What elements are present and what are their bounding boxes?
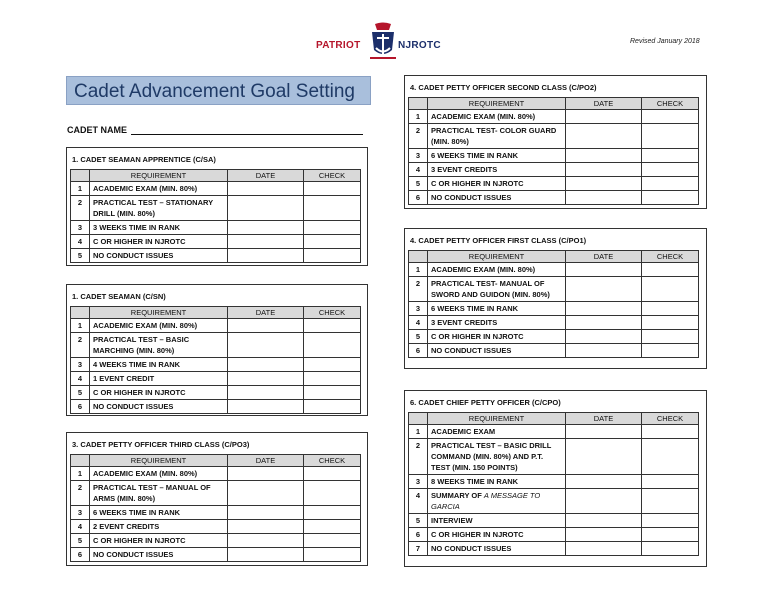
requirement-cell: C OR HIGHER IN NJROTC — [428, 330, 566, 344]
requirement-cell: 3 EVENT CREDITS — [428, 163, 566, 177]
row-number: 1 — [409, 425, 428, 439]
row-number: 3 — [71, 221, 90, 235]
row-number: 1 — [409, 263, 428, 277]
requirement-cell: INTERVIEW — [428, 514, 566, 528]
table-row — [409, 110, 699, 124]
requirement-cell: 3 WEEKS TIME IN RANK — [90, 221, 228, 235]
table-row — [409, 149, 699, 163]
table-row — [409, 542, 699, 556]
table-header-row — [409, 98, 699, 110]
table-row — [71, 235, 361, 249]
requirement-cell: NO CONDUCT ISSUES — [428, 542, 566, 556]
date-cell[interactable] — [566, 316, 642, 330]
date-cell[interactable] — [566, 344, 642, 358]
row-number: 2 — [71, 333, 90, 358]
requirement-cell: PRACTICAL TEST – MANUAL OF ARMS (MIN. 80%) — [90, 481, 228, 506]
check-cell[interactable] — [304, 319, 361, 333]
requirement-cell: C OR HIGHER IN NJROTC — [428, 528, 566, 542]
date-cell[interactable] — [566, 475, 642, 489]
header-date: DATE — [566, 413, 642, 425]
requirement-cell: ACADEMIC EXAM (MIN. 80%) — [90, 467, 228, 481]
row-number: 2 — [409, 439, 428, 475]
date-cell[interactable] — [228, 319, 304, 333]
check-cell[interactable] — [304, 506, 361, 520]
table-row — [71, 319, 361, 333]
table-row — [71, 333, 361, 358]
date-cell[interactable] — [566, 263, 642, 277]
date-cell[interactable] — [228, 235, 304, 249]
requirements-table — [70, 306, 361, 414]
row-number: 5 — [409, 177, 428, 191]
check-cell[interactable] — [304, 467, 361, 481]
table-row — [409, 124, 699, 149]
header-date: DATE — [228, 307, 304, 319]
check-cell[interactable] — [304, 481, 361, 506]
header-blank — [409, 98, 428, 110]
row-number: 4 — [71, 372, 90, 386]
date-cell[interactable] — [566, 439, 642, 475]
table-header-row — [409, 251, 699, 263]
date-cell[interactable] — [566, 489, 642, 514]
row-number: 3 — [409, 302, 428, 316]
row-number: 1 — [71, 319, 90, 333]
requirement-cell: C OR HIGHER IN NJROTC — [90, 534, 228, 548]
anchor-icon — [368, 22, 398, 66]
check-cell[interactable] — [642, 110, 699, 124]
table-row — [409, 514, 699, 528]
table-row — [71, 221, 361, 235]
header-requirement: REQUIREMENT — [428, 413, 566, 425]
header-date: DATE — [566, 98, 642, 110]
requirement-cell: 3 EVENT CREDITS — [428, 316, 566, 330]
check-cell[interactable] — [642, 163, 699, 177]
date-cell[interactable] — [228, 506, 304, 520]
date-cell[interactable] — [566, 163, 642, 177]
section-title: 3. CADET PETTY OFFICER THIRD CLASS (C/PO3) — [72, 440, 250, 449]
requirement-cell: PRACTICAL TEST – STATIONARY DRILL (MIN. 80%) — [90, 196, 228, 221]
date-cell[interactable] — [228, 196, 304, 221]
check-cell[interactable] — [642, 514, 699, 528]
section-title: 4. CADET PETTY OFFICER SECOND CLASS (C/PO2) — [410, 83, 597, 92]
row-number: 4 — [409, 163, 428, 177]
header-requirement: REQUIREMENT — [428, 251, 566, 263]
requirements-table — [408, 412, 699, 556]
table-row — [71, 196, 361, 221]
check-cell[interactable] — [642, 528, 699, 542]
requirement-cell: 2 EVENT CREDITS — [90, 520, 228, 534]
header-requirement: REQUIREMENT — [90, 307, 228, 319]
row-number: 6 — [71, 400, 90, 414]
table-row — [409, 277, 699, 302]
section-petty-officer-second-class — [404, 75, 707, 209]
page-title-box — [66, 76, 371, 105]
requirement-cell: C OR HIGHER IN NJROTC — [428, 177, 566, 191]
requirement-cell: 6 WEEKS TIME IN RANK — [428, 149, 566, 163]
table-header-row — [409, 413, 699, 425]
table-row — [71, 467, 361, 481]
requirements-table — [408, 250, 699, 358]
date-cell[interactable] — [566, 514, 642, 528]
date-cell[interactable] — [566, 330, 642, 344]
row-number: 4 — [71, 235, 90, 249]
requirement-cell: 1 EVENT CREDIT — [90, 372, 228, 386]
requirements-table — [70, 169, 361, 263]
row-number: 2 — [409, 124, 428, 149]
header-check: CHECK — [304, 170, 361, 182]
header-requirement: REQUIREMENT — [90, 455, 228, 467]
date-cell[interactable] — [566, 277, 642, 302]
patriot-njrotc-logo — [316, 22, 456, 68]
section-chief-petty-officer — [404, 390, 707, 567]
row-number: 3 — [71, 506, 90, 520]
date-cell[interactable] — [228, 534, 304, 548]
check-cell[interactable] — [642, 302, 699, 316]
check-cell[interactable] — [304, 196, 361, 221]
requirement-cell: PRACTICAL TEST- COLOR GUARD (MIN. 80%) — [428, 124, 566, 149]
requirement-prefix: SUMMARY OF — [431, 491, 484, 500]
section-title: 1. CADET SEAMAN (C/SN) — [72, 292, 166, 301]
page-title: Cadet Advancement Goal Setting — [74, 81, 355, 102]
table-row — [71, 520, 361, 534]
date-cell[interactable] — [566, 177, 642, 191]
requirement-cell: NO CONDUCT ISSUES — [90, 548, 228, 562]
table-row — [71, 358, 361, 372]
requirement-cell: C OR HIGHER IN NJROTC — [90, 235, 228, 249]
header-blank — [71, 307, 90, 319]
section-title: 4. CADET PETTY OFFICER FIRST CLASS (C/PO1) — [410, 236, 587, 245]
requirement-cell: ACADEMIC EXAM (MIN. 80%) — [428, 263, 566, 277]
section-title: 1. CADET SEAMAN APPRENTICE (C/SA) — [72, 155, 216, 164]
table-row — [409, 439, 699, 475]
row-number: 1 — [409, 110, 428, 124]
date-cell[interactable] — [566, 149, 642, 163]
row-number: 4 — [409, 316, 428, 330]
row-number: 5 — [409, 330, 428, 344]
check-cell[interactable] — [642, 344, 699, 358]
table-row — [409, 475, 699, 489]
requirement-cell: 6 WEEKS TIME IN RANK — [90, 506, 228, 520]
row-number: 1 — [71, 182, 90, 196]
logo-text-njrotc: NJROTC — [398, 40, 441, 51]
requirement-cell: NO CONDUCT ISSUES — [90, 400, 228, 414]
header-date: DATE — [566, 251, 642, 263]
revised-date: Revised January 2018 — [630, 38, 700, 45]
requirement-cell: PRACTICAL TEST – BASIC MARCHING (MIN. 80%) — [90, 333, 228, 358]
date-cell[interactable] — [228, 182, 304, 196]
date-cell[interactable] — [228, 386, 304, 400]
requirement-cell: ACADEMIC EXAM (MIN. 80%) — [428, 110, 566, 124]
table-row — [409, 528, 699, 542]
check-cell[interactable] — [642, 542, 699, 556]
check-cell[interactable] — [642, 124, 699, 149]
date-cell[interactable] — [566, 425, 642, 439]
table-row — [71, 548, 361, 562]
check-cell[interactable] — [642, 489, 699, 514]
check-cell[interactable] — [642, 277, 699, 302]
header-check: CHECK — [642, 413, 699, 425]
header-check: CHECK — [304, 455, 361, 467]
requirement-cell: 8 WEEKS TIME IN RANK — [428, 475, 566, 489]
section-title: 6. CADET CHIEF PETTY OFFICER (C/CPO) — [410, 398, 561, 407]
table-row — [409, 425, 699, 439]
row-number: 4 — [71, 520, 90, 534]
check-cell[interactable] — [642, 439, 699, 475]
table-row — [409, 163, 699, 177]
check-cell[interactable] — [304, 333, 361, 358]
requirement-cell — [428, 489, 566, 514]
requirement-cell: 6 WEEKS TIME IN RANK — [428, 302, 566, 316]
row-number: 2 — [71, 481, 90, 506]
table-row — [71, 506, 361, 520]
row-number: 6 — [409, 528, 428, 542]
requirement-cell: ACADEMIC EXAM (MIN. 80%) — [90, 182, 228, 196]
table-row — [409, 330, 699, 344]
date-cell[interactable] — [228, 358, 304, 372]
check-cell[interactable] — [642, 316, 699, 330]
header-blank — [409, 251, 428, 263]
date-cell[interactable] — [566, 191, 642, 205]
requirement-cell: ACADEMIC EXAM (MIN. 80%) — [90, 319, 228, 333]
table-row — [71, 386, 361, 400]
requirement-cell: NO CONDUCT ISSUES — [428, 191, 566, 205]
table-row — [409, 191, 699, 205]
check-cell[interactable] — [642, 475, 699, 489]
requirement-cell: PRACTICAL TEST- MANUAL OF SWORD AND GUIDON (MIN. 80%) — [428, 277, 566, 302]
header-blank — [71, 170, 90, 182]
requirement-cell: 4 WEEKS TIME IN RANK — [90, 358, 228, 372]
header-check: CHECK — [642, 251, 699, 263]
table-row — [409, 316, 699, 330]
requirements-table — [408, 97, 699, 205]
row-number: 6 — [71, 548, 90, 562]
table-row — [71, 182, 361, 196]
date-cell[interactable] — [566, 124, 642, 149]
header-date: DATE — [228, 170, 304, 182]
date-cell[interactable] — [228, 221, 304, 235]
check-cell[interactable] — [304, 534, 361, 548]
row-number: 2 — [409, 277, 428, 302]
table-row — [71, 534, 361, 548]
row-number: 3 — [409, 149, 428, 163]
cadet-name-label: CADET NAME — [67, 125, 127, 135]
date-cell[interactable] — [228, 400, 304, 414]
requirement-cell: ACADEMIC EXAM — [428, 425, 566, 439]
row-number: 2 — [71, 196, 90, 221]
requirement-italic-title: A MESSAGE TO GARCIA — [431, 491, 541, 511]
table-header-row — [71, 307, 361, 319]
table-row — [409, 177, 699, 191]
header-date: DATE — [228, 455, 304, 467]
table-row — [409, 302, 699, 316]
table-row — [409, 344, 699, 358]
row-number: 4 — [409, 489, 428, 514]
check-cell[interactable] — [304, 372, 361, 386]
header-requirement: REQUIREMENT — [90, 170, 228, 182]
date-cell[interactable] — [228, 467, 304, 481]
check-cell[interactable] — [304, 235, 361, 249]
check-cell[interactable] — [304, 358, 361, 372]
check-cell[interactable] — [642, 149, 699, 163]
requirement-cell: NO CONDUCT ISSUES — [90, 249, 228, 263]
table-row — [71, 481, 361, 506]
table-row — [71, 400, 361, 414]
row-number: 5 — [409, 514, 428, 528]
table-row — [71, 372, 361, 386]
table-header-row — [71, 455, 361, 467]
check-cell[interactable] — [304, 386, 361, 400]
date-cell[interactable] — [566, 528, 642, 542]
date-cell[interactable] — [228, 520, 304, 534]
requirements-table — [70, 454, 361, 562]
check-cell[interactable] — [642, 177, 699, 191]
logo-text-patriot: PATRIOT — [316, 40, 361, 51]
row-number: 6 — [409, 191, 428, 205]
check-cell[interactable] — [304, 182, 361, 196]
requirement-cell: NO CONDUCT ISSUES — [428, 344, 566, 358]
check-cell[interactable] — [304, 548, 361, 562]
section-petty-officer-third-class — [66, 432, 368, 566]
date-cell[interactable] — [228, 333, 304, 358]
header-blank — [409, 413, 428, 425]
row-number: 5 — [71, 534, 90, 548]
cadet-name-field[interactable] — [131, 134, 363, 135]
section-seaman — [66, 284, 368, 416]
check-cell[interactable] — [642, 330, 699, 344]
header-check: CHECK — [304, 307, 361, 319]
check-cell[interactable] — [642, 263, 699, 277]
check-cell[interactable] — [304, 221, 361, 235]
date-cell[interactable] — [228, 481, 304, 506]
date-cell[interactable] — [566, 110, 642, 124]
table-row — [71, 249, 361, 263]
requirement-cell: C OR HIGHER IN NJROTC — [90, 386, 228, 400]
row-number: 3 — [71, 358, 90, 372]
check-cell[interactable] — [304, 249, 361, 263]
section-petty-officer-first-class — [404, 228, 707, 369]
header-check: CHECK — [642, 98, 699, 110]
table-row — [409, 263, 699, 277]
check-cell[interactable] — [304, 400, 361, 414]
table-row — [409, 489, 699, 514]
check-cell[interactable] — [304, 520, 361, 534]
date-cell[interactable] — [228, 548, 304, 562]
row-number: 5 — [71, 386, 90, 400]
row-number: 5 — [71, 249, 90, 263]
header-blank — [71, 455, 90, 467]
header-requirement: REQUIREMENT — [428, 98, 566, 110]
section-seaman-apprentice — [66, 147, 368, 266]
check-cell[interactable] — [642, 425, 699, 439]
row-number: 7 — [409, 542, 428, 556]
date-cell[interactable] — [228, 249, 304, 263]
row-number: 6 — [409, 344, 428, 358]
date-cell[interactable] — [566, 542, 642, 556]
table-header-row — [71, 170, 361, 182]
check-cell[interactable] — [642, 191, 699, 205]
date-cell[interactable] — [566, 302, 642, 316]
row-number: 1 — [71, 467, 90, 481]
date-cell[interactable] — [228, 372, 304, 386]
row-number: 3 — [409, 475, 428, 489]
requirement-cell: PRACTICAL TEST – BASIC DRILL COMMAND (MIN. 80%) AND P.T. TEST (MIN. 150 POINTS) — [428, 439, 566, 475]
